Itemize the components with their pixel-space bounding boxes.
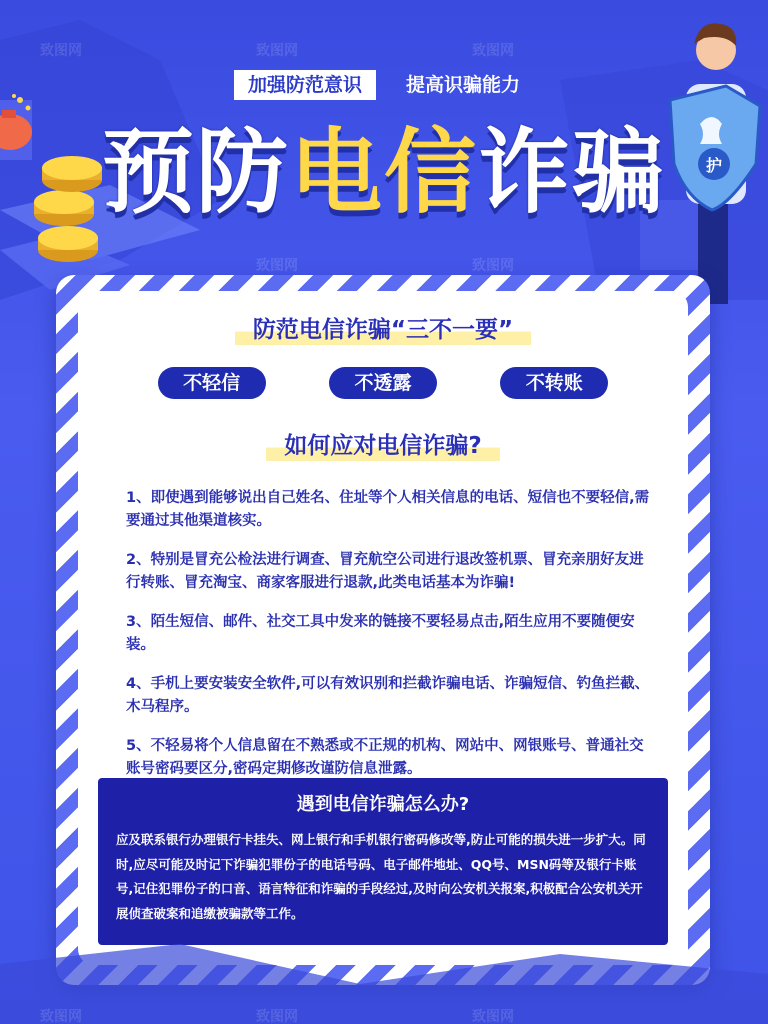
- list-item: 2、特别是冒充公检法进行调查、冒充航空公司进行退改签机票、冒充亲朋好友进行转账、冒充淘宝、商家客服进行退款,此类电话基本为诈骗!: [126, 552, 644, 591]
- content-card-frame: [56, 275, 710, 985]
- pill-no-trust: 不轻信: [158, 367, 266, 399]
- title-part-1: 预防: [101, 119, 290, 226]
- tagline-row: [0, 70, 768, 100]
- section-title-how-to-respond-text: 如何应对电信诈骗?: [266, 431, 499, 461]
- watermark: 致图网: [256, 43, 298, 59]
- background-bottom-decoration: [0, 904, 768, 1024]
- content-card: [78, 291, 688, 965]
- watermark: 致图网: [472, 1009, 514, 1024]
- shield-badge-text: 护: [705, 156, 723, 175]
- title-part-2: 电信: [289, 119, 478, 226]
- list-item: 3、陌生短信、邮件、社交工具中发来的链接不要轻易点击,陌生应用不要随便安装。: [126, 614, 635, 653]
- panel-body: 应及联系银行办理银行卡挂失、网上银行和手机银行密码修改等,防止可能的损失进一步扩大。同时,应尽可能及时记下诈骗犯罪份子的电话号码、电子邮件地址、QQ号、MSN码等及银行卡账号,记住犯罪份子的口音、语言特征和诈骗的手段经过,及时向公安机关报案,积极配合公安机关开展侦查破案和追缴被骗款等工作。: [116, 832, 646, 921]
- watermark: 致图网: [472, 43, 514, 59]
- watermark: 致图网: [256, 258, 298, 274]
- main-title: [0, 118, 768, 228]
- watermark: 致图网: [40, 43, 82, 59]
- section-title-how-to-respond: [78, 431, 688, 461]
- tips-list: [126, 487, 656, 797]
- list-item: 5、不轻易将个人信息留在不熟悉或不正规的机构、网站中、网银账号、普通社交账号密码要区分,密码定期修改谨防信息泄露。: [126, 738, 644, 777]
- pill-no-disclose: 不透露: [329, 367, 437, 399]
- section-title-three-nos-text: 防范电信诈骗“三不一要”: [235, 315, 531, 345]
- list-item: 1、即使遇到能够说出自己姓名、住址等个人相关信息的电话、短信也不要轻信,需要通过其他渠道核实。: [126, 490, 650, 529]
- section-title-three-nos: [78, 315, 688, 345]
- watermark: 致图网: [472, 258, 514, 274]
- tagline-left: 加强防范意识: [234, 70, 376, 100]
- watermark: 致图网: [40, 1009, 82, 1024]
- watermark: 致图网: [256, 1009, 298, 1024]
- title-part-3: 诈骗: [478, 119, 667, 226]
- panel-title: 遇到电信诈骗怎么办?: [296, 794, 470, 815]
- list-item: 4、手机上要安装安全软件,可以有效识别和拦截诈骗电话、诈骗短信、钓鱼拦截、木马程序。: [126, 676, 650, 715]
- tagline-right: 提高识骗能力: [406, 74, 521, 96]
- pill-row: [78, 367, 688, 399]
- pill-no-transfer: 不转账: [500, 367, 608, 399]
